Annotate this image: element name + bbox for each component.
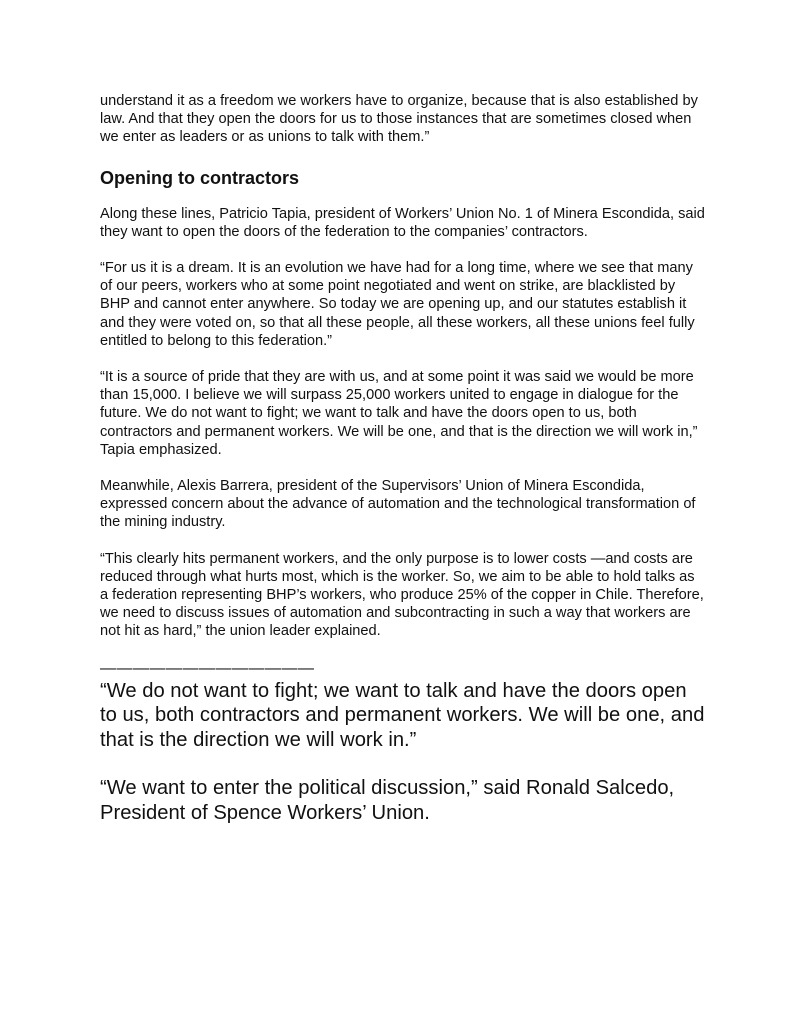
paragraph-tapia-quote-1: “For us it is a dream. It is an evolution we have had for a long time, where we see that many of our peers, workers who at some point negotiated and went on strike, are blacklisted by BHP and cannot enter anywhere. So today we are opening up, and our statutes establish it and they were voted on, so that all these people, all these workers, all these unions feel fully entitled to belong to this federation.” — [100, 260, 695, 349]
paragraph-barrera-intro: Meanwhile, Alexis Barrera, president of the Supervisors’ Union of Minera Escondida, expressed concern about the advance of automation and the technological transformation of the mining industry. — [100, 478, 696, 531]
section-heading: Opening to contractors — [100, 167, 300, 188]
pull-quote-tapia: “We do not want to fight; we want to talk and have the doors open to us, both contractors and permanent workers. We will be one, and that is the direction we will work in.” — [100, 679, 705, 751]
pull-quote-salcedo: “We want to enter the political discussion,” said Ronald Salcedo, President of Spence Workers’ Union. — [100, 777, 675, 824]
intro-paragraph: understand it as a freedom we workers have to organize, because that is also established by law. And that they open the doors for us to those instances that are sometimes closed when we enter as leaders or as unions to talk with them.” — [100, 93, 698, 146]
article-body — [100, 92, 705, 849]
paragraph-tapia-intro: Along these lines, Patricio Tapia, president of Workers’ Union No. 1 of Minera Escondida, said they want to open the doors of the federation to the companies’ contractors. — [100, 205, 705, 240]
section-divider: ————————————— — [100, 659, 315, 677]
paragraph-tapia-quote-2: “It is a source of pride that they are with us, and at some point it was said we would be more than 15,000. I believe we will surpass 25,000 workers united to engage in dialogue for the future. We do not want to fight; we want to talk and have the doors open to us, both contractors and permanent workers. We will be one, and that is the direction we will work in,” Tapia emphasized. — [100, 369, 698, 458]
paragraph-barrera-quote: “This clearly hits permanent workers, and the only purpose is to lower costs —and costs are reduced through what hurts most, which is the worker. So, we aim to be able to hold talks as a federation representing BHP’s workers, who produce 25% of the copper in Chile. Therefore, we need to discuss issues of automation and subcontracting in such a way that workers are not hit as hard,” the union leader explained. — [100, 550, 704, 640]
